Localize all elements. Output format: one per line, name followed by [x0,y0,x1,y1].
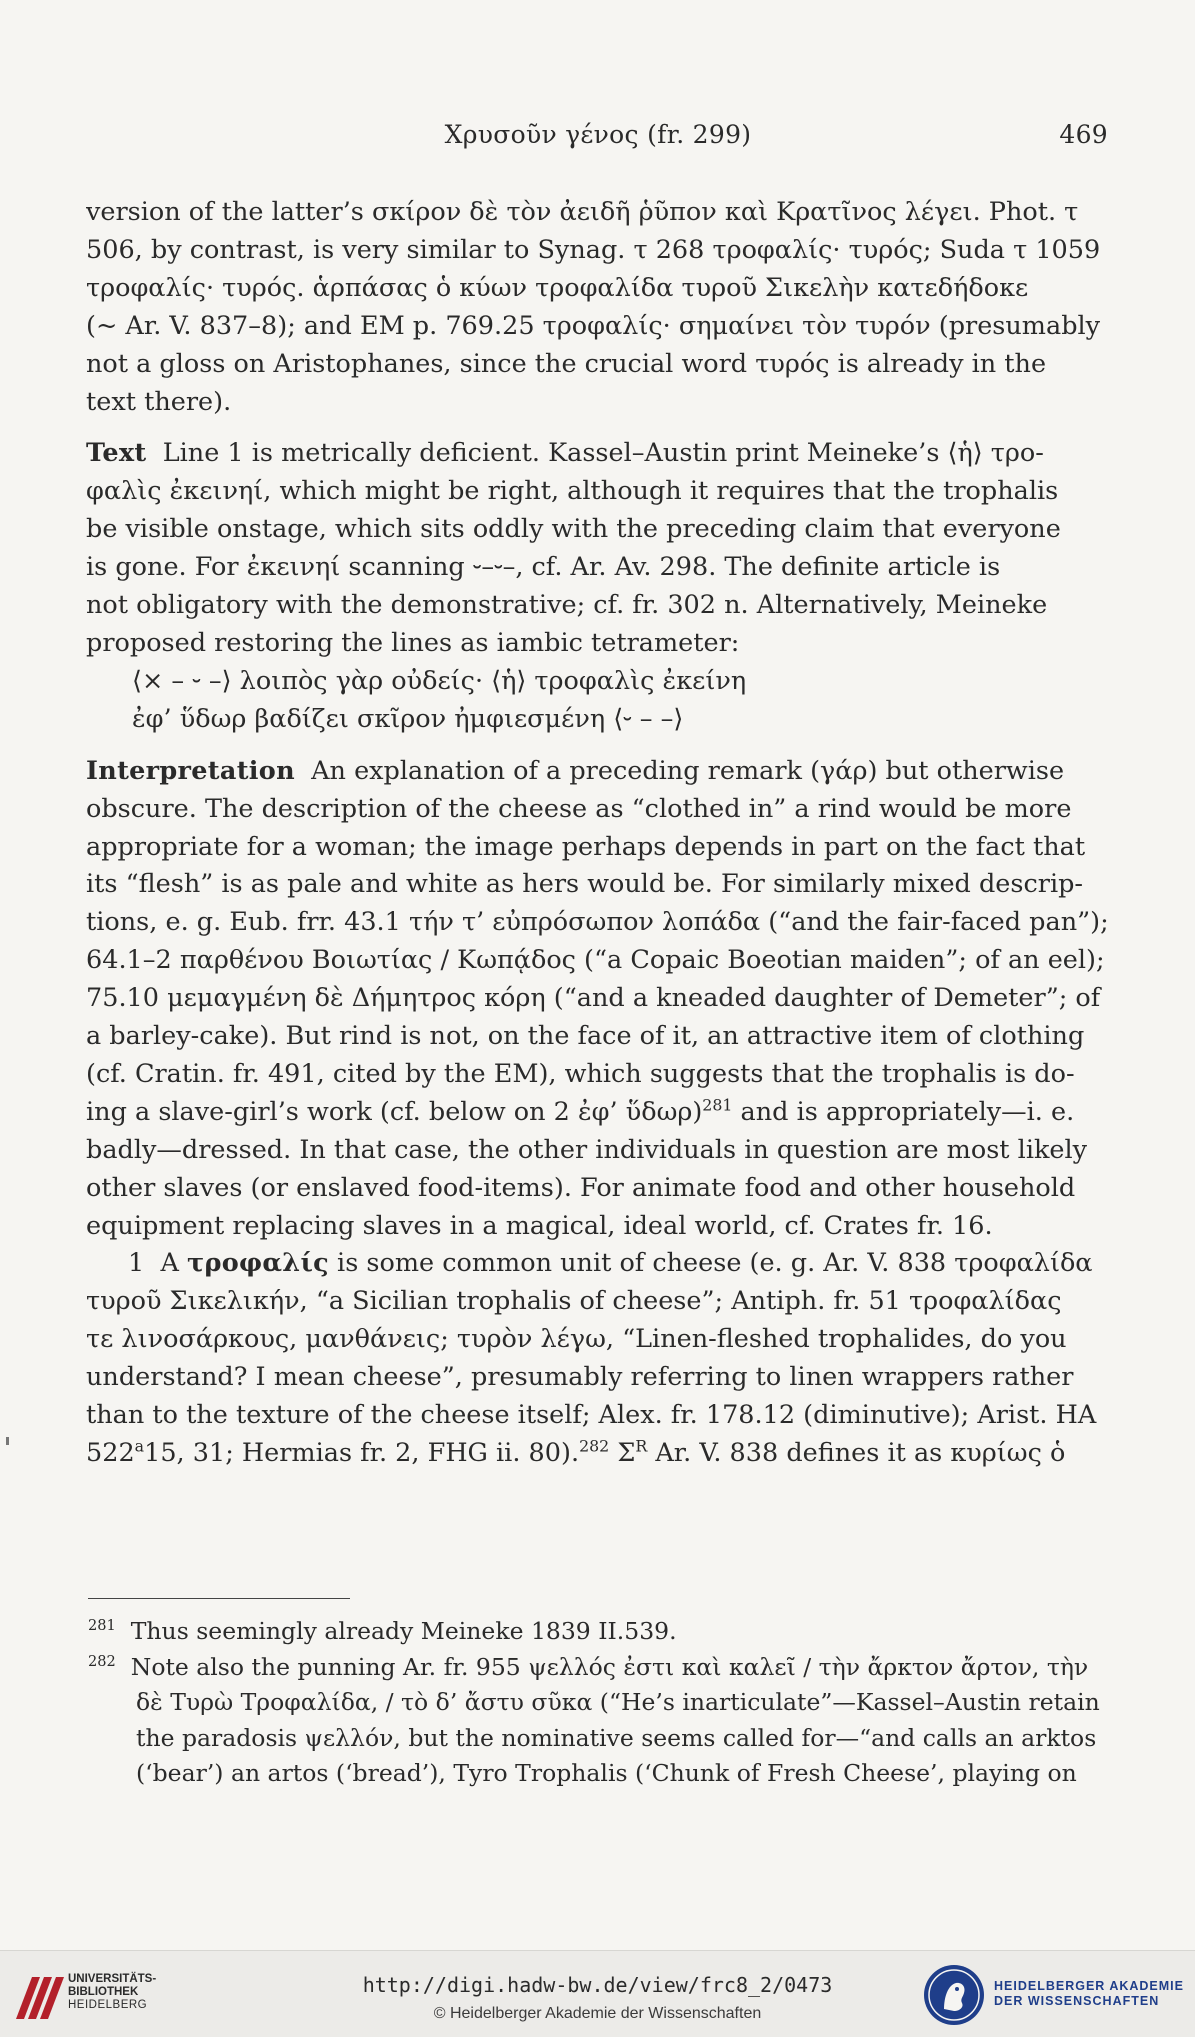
text-line: 506, by contrast, is very similar to Synag. τ 268 τροφαλίς· τυρός; Suda τ 1059 [86,234,1101,265]
footnote-ref-282[interactable]: 282 [579,1436,610,1456]
text-line: 75.10 μεμαγμένη δὲ Δήμητρος κόρη (“and a kneaded daughter of Demeter”; of [86,983,1101,1014]
text-line: ing a slave-girl’s work (cf. below on 2 ἐφ’ ὕδωρ)$^{281}$ and is appropriately—i. e. [86,1095,1075,1127]
text-line: obscure. The description of the cheese as “clothed in” a rind would be more [86,793,1072,824]
text-line: badly—dressed. In that case, the other individuals in question are most likely [86,1134,1088,1165]
page-number: 469 [1059,120,1108,149]
text-line: version of the latter’s σκίρον δὲ τὸν ἀειδῆ ῥῦπον καὶ Κρατῖνος λέγει. Phot. τ [86,197,1079,227]
text-line: Text Line 1 is metrically deficient. Kassel–Austin print Meineke’s ⟨ἡ⟩ τρο- [86,438,1044,469]
text-line: other slaves (or enslaved food-items). For animate food and other household [86,1172,1076,1203]
text-line: equipment replacing slaves in a magical, ideal world, cf. Crates fr. 16. [86,1210,993,1241]
text-line: tions, e. g. Eub. frr. 43.1 τήν τ’ εὐπρόσωπον λοπάδα (“and the fair-faced pan”); [86,907,1109,938]
scan-mark [6,1437,9,1445]
text-line: (~ Ar. V. 837–8); and EM p. 769.25 τροφαλίς· σημαίνει τὸν τυρόν (presumably [86,310,1101,341]
text-line: a barley-cake). But rind is not, on the face of it, an attractive item of clothing [86,1021,1085,1052]
university-library-name: UNIVERSITÄTS- BIBLIOTHEK HEIDELBERG [68,1973,157,2011]
footnote-line: δὲ Τυρὼ Τροφαλίδα, / τὸ δ’ ἄστυ σῦκα (“He’s inarticulate”—Kassel–Austin retain [136,1688,1100,1716]
academy-name: HEIDELBERGER AKADEMIE DER WISSENSCHAFTEN [994,1979,1184,2008]
footnote-line: the paradosis ψελλόν, but the nominative seems called for—“and calls an arktos [136,1723,1097,1752]
paragraph-continuation [86,194,1110,421]
text-line: 64.1–2 παρθένου Βοιωτίας / Κωπᾴδος (“a Copaic Boeotian maiden”; of an eel); [86,945,1105,976]
text-line: than to the texture of the cheese itself; Alex. fr. 178.12 (diminutive); Arist. HA [86,1400,1097,1431]
running-head [88,120,1108,156]
text-line: φαλὶς ἐκεινηί, which might be right, although it requires that the trophalis [86,476,1059,507]
lemma: τροφαλίς [186,1248,329,1279]
verse-line: ἐφ’ ὕδωρ βαδίζει σκῖρον ἠμφιεσμένη ⟨⏑ – –⟩ [132,703,684,734]
main-text [86,194,1110,1473]
viewer-footer [0,1950,1195,2037]
running-title: Χρυσοῦν γένος (fr. 299) [444,120,752,149]
text-line: Interpretation An explanation of a preceding remark (γάρ) but otherwise [86,755,1065,786]
text-line: is gone. For ἐκεινηί scanning ⏑–⏑–, cf. Ar. Av. 298. The definite article is [86,552,1001,583]
text-line: τροφαλίς· τυρός. ἁρπάσας ὁ κύων τροφαλίδα τυροῦ Σικελὴν κατεδήδοκε [86,272,1029,303]
text-line: text there). [86,386,232,417]
footnote-ref-281[interactable]: 281 [702,1095,733,1115]
text-line: 1 A τροφαλίς is some common unit of cheese (e. g. Ar. V. 838 τροφαλίδα [128,1248,1093,1279]
text-line: appropriate for a woman; the image perhaps depends in part on the fact that [86,831,1086,862]
text-line: its “flesh” is as pale and white as hers would be. For similarly mixed descrip- [86,869,1084,900]
text-line: not obligatory with the demonstrative; cf. fr. 302 n. Alternatively, Meineke [86,590,1048,621]
copyright-notice: © Heidelberger Akademie der Wissenschaften [433,2005,762,2022]
text-line: understand? I mean cheese”, presumably referring to linen wrappers rather [86,1362,1074,1393]
academy-seal-icon [922,1963,986,2027]
text-line: (cf. Cratin. fr. 491, cited by the EM), which suggests that the trophalis is do- [86,1058,1075,1089]
footnote-281: $^{281}$ Thus seemingly already Meineke 1839 II.539. [88,1617,677,1645]
permalink-url[interactable]: http://digi.hadw-bw.de/view/frc8_2/0473 [362,1973,833,1997]
text-line: τε λινοσάρκους, μανθάνεις; τυρὸν λέγω, “Linen-fleshed trophalides, do you [86,1324,1067,1355]
text-line: 522$^a$15, 31; Hermias fr. 2, FHG ii. 80).$^{282}$ $\Sigma^R$ Ar. V. 838 defines it as κυρίως ὁ [86,1436,1066,1468]
line-1-commentary [86,1245,1110,1472]
text-line: τυροῦ Σικελικήν, “a Sicilian trophalis of cheese”; Antiph. fr. 51 τροφαλίδας [86,1286,1062,1317]
footnote-divider [88,1598,350,1599]
section-label-interpretation: Interpretation [86,755,295,786]
text-section [86,435,1110,738]
text-line: proposed restoring the lines as iambic tetrameter: [86,627,740,658]
footnote-282: $^{282}$ Note also the punning Ar. fr. 955 ψελλός ἐστι καὶ καλεῖ / τὴν ἄρκτον ἄρτον, τὴν [88,1652,1089,1681]
verse-line: ⟨× – ⏑ –⟩ λοιπὸς γὰρ οὐδείς· ⟨ἡ⟩ τροφαλὶς ἐκείνη [132,665,747,696]
text-line: be visible onstage, which sits oddly with the preceding claim that everyone [86,514,1061,545]
footnote-line: (‘bear’) an artos (‘bread’), Tyro Trophalis (‘Chunk of Fresh Cheese’, playing on [136,1759,1077,1787]
section-label-text: Text [86,438,147,469]
line-number: 1 [128,1248,145,1279]
interpretation-section [86,753,1110,1246]
text-line: not a gloss on Aristophanes, since the crucial word τυρός is already in the [86,348,1047,379]
footnotes [88,1614,1112,1792]
